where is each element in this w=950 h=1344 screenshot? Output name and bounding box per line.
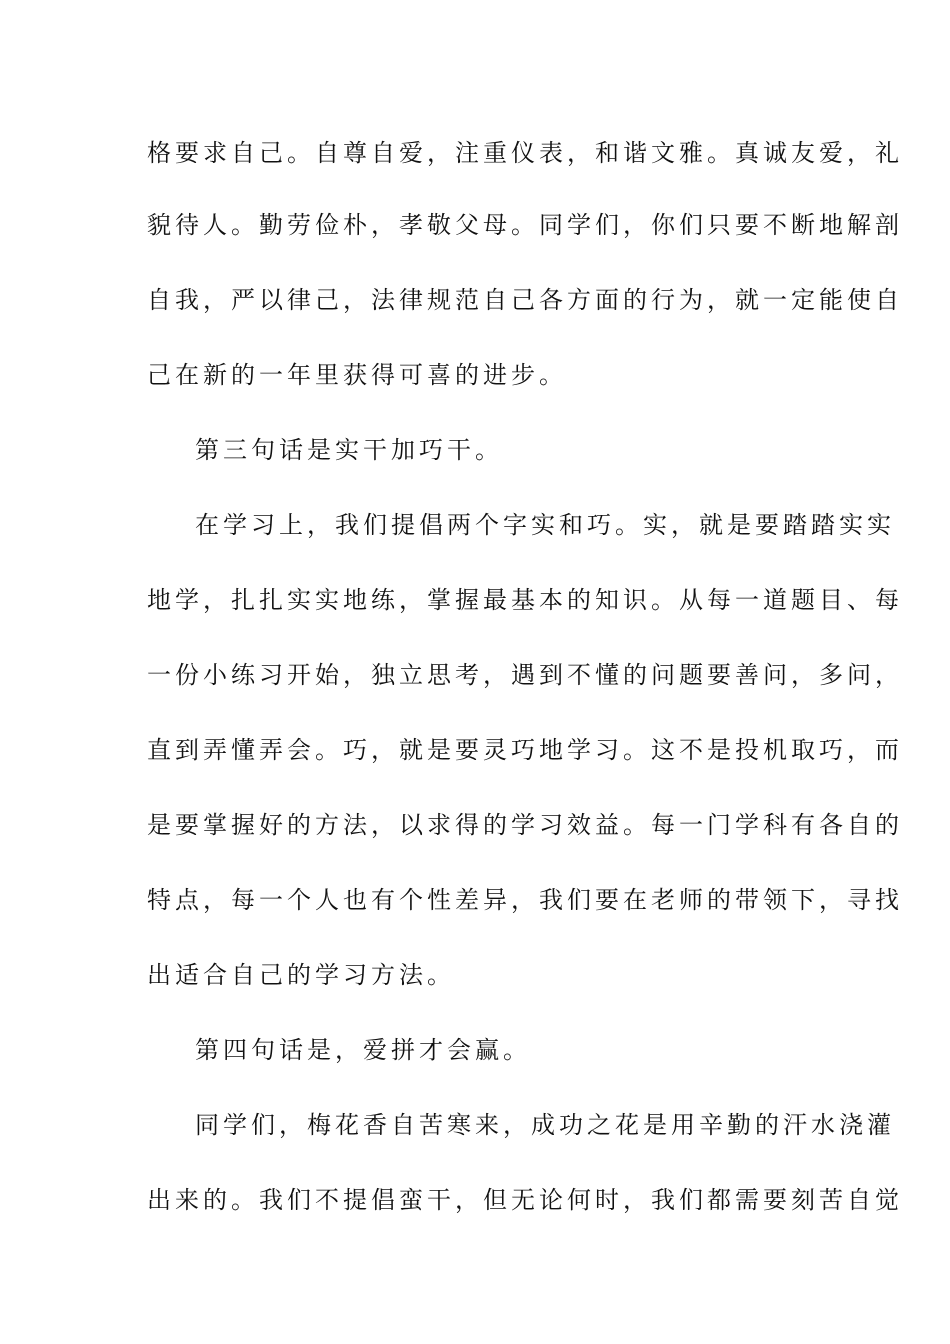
paragraph-line: 一份小练习开始，独立思考，遇到不懂的问题要善问，多问，: [147, 661, 903, 689]
paragraph-line: 特点，每一个人也有个性差异，我们要在老师的带领下，寻找: [147, 886, 903, 914]
paragraph-line: 己在新的一年里获得可喜的进步。: [147, 361, 567, 389]
paragraph-line: 是要掌握好的方法，以求得的学习效益。每一门学科有各自的: [147, 811, 903, 839]
paragraph-line: 出适合自己的学习方法。: [147, 961, 455, 989]
paragraph-line: 直到弄懂弄会。巧，就是要灵巧地学习。这不是投机取巧，而: [147, 736, 903, 764]
paragraph-line: 格要求自己。自尊自爱，注重仪表，和谐文雅。真诚友爱，礼: [147, 139, 903, 167]
paragraph-line: 地学，扎扎实实地练，掌握最基本的知识。从每一道题目、每: [147, 586, 903, 614]
paragraph-line: 同学们，梅花香自苦寒来，成功之花是用辛勤的汗水浇灌: [195, 1111, 895, 1139]
paragraph-line: 在学习上，我们提倡两个字实和巧。实，就是要踏踏实实: [195, 511, 895, 539]
paragraph-line: 自我，严以律己，法律规范自己各方面的行为，就一定能使自: [147, 286, 903, 314]
paragraph-line: 貌待人。勤劳俭朴，孝敬父母。同学们，你们只要不断地解剖: [147, 211, 903, 239]
paragraph-line: 出来的。我们不提倡蛮干，但无论何时，我们都需要刻苦自觉: [147, 1186, 903, 1214]
section-heading-line: 第三句话是实干加巧干。: [195, 436, 503, 464]
section-heading-line: 第四句话是，爱拼才会赢。: [195, 1036, 531, 1064]
